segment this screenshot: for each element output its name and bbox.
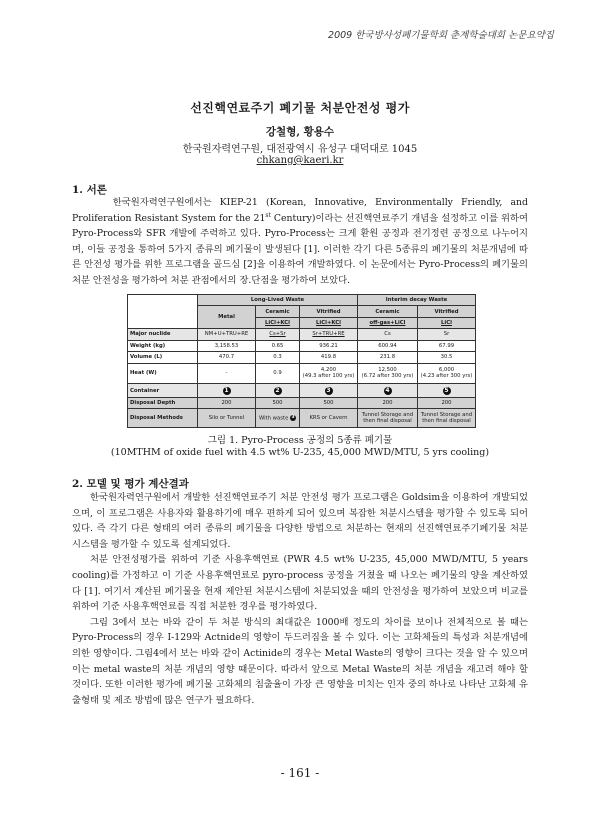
sub-vitrified-interim: LiCl — [418, 317, 476, 328]
table-cell — [256, 384, 300, 398]
table-cell: 470.7 — [198, 352, 256, 363]
figure-caption: 그림 1. Pyro-Process 공정의 5종류 폐기물 — [207, 435, 393, 446]
section-2-paragraph-1: 한국원자력연구원에서 개발한 선진핵연료주기 처분 안전성 평가 프로그램은 Goldsim을 이용하여 개발되었으며, 이 프로그램은 사용자와 활용하기에 매우 편하게 되어 있으며 복잡한 처분시스템을 평가할 수 있도록 되어 있다. 즉 각기 다른 형태의 여러 종류의 폐기물을 다양한 방법으로 처분하는 현재의 선진핵연료주기폐기물 처분 시스템을 평가할 수 있도록 설계되었다. — [72, 492, 528, 550]
col-ceramic-interim: Ceramic — [358, 306, 418, 317]
table-row — [128, 409, 476, 428]
row-label: Disposal Methods — [128, 409, 198, 428]
row-label: Weight (kg) — [128, 340, 198, 351]
table-cell: 4,200 (49.3 after 100 yrs) — [300, 363, 358, 384]
table-cell: 936.21 — [300, 340, 358, 351]
table-cell: 200 — [198, 397, 256, 408]
table-cell: 67.99 — [418, 340, 476, 351]
table-cell: Silo or Tunnel — [198, 409, 256, 428]
table-cell: 419.8 — [300, 352, 358, 363]
table-cell: 200 — [358, 397, 418, 408]
table-cell: NM+U+TRU+RE — [198, 329, 256, 340]
group-interim: Interim decay Waste — [358, 295, 476, 306]
group-long-lived: Long-Lived Waste — [198, 295, 358, 306]
row-label: Major nuclide — [128, 329, 198, 340]
paper-title: 선진핵연료주기 폐기물 처분안전성 평가 — [190, 101, 410, 115]
table-cell: 3,158.53 — [198, 340, 256, 351]
figure-caption-sub: (10MTHM of oxide fuel with 4.5 wt% U-235, 45,000 MWD/MTU, 5 yrs cooling) — [110, 447, 490, 458]
table-cell: 6,000 (4.23 after 300 yrs) — [418, 363, 476, 384]
table-cell: Tunnel Storage and then final disposal — [358, 409, 418, 428]
row-label: Volume (L) — [128, 352, 198, 363]
col-ceramic-long: Ceramic — [256, 306, 300, 317]
table-cell: KRS or Cavern — [300, 409, 358, 428]
table-cell: 12,500 (6.72 after 300 yrs) — [358, 363, 418, 384]
table-row — [128, 295, 476, 306]
proceedings-header: 2009 한국방사성폐기물학회 춘계학술대회 논문요약집 — [328, 30, 554, 41]
table-cell: Sr — [418, 329, 476, 340]
table-cell: 30.5 — [418, 352, 476, 363]
table-row — [128, 329, 476, 340]
table-cell: 500 — [300, 397, 358, 408]
section-1-body — [72, 195, 528, 289]
row-label: Disposal Depth — [128, 397, 198, 408]
waste-table — [127, 294, 476, 428]
table-cell: 200 — [418, 397, 476, 408]
sub-ceramic-interim: off-gas+LiCl — [358, 317, 418, 328]
section-1-text-b: Century)이라는 선진핵연료주기 개념을 설정하고 이를 위하여 Pyro-Process와 SFR 개발에 주력하고 있다. Pyro-Process는 크게 환원 공정과 전기정련 공정으로 나누어지며, 이들 공정을 통하여 5가지 종류의 폐기물이 발생된다 [1]. 이러한 각기 다른 5종류의 폐기물의 처분개념에 따른 안전성 평가를 위한 프로그램을 골드심 [2]을 이용하여 개발하였다. 이 논문에서는 Pyro-Process의 폐기물의 처분 안전성을 평가하여 처분 관점에서의 장.단점을 평가하여 보았다. — [72, 212, 528, 286]
ordinal-suffix: st — [265, 211, 271, 219]
container-2-icon: 2 — [275, 386, 280, 394]
container-5-icon: 5 — [444, 386, 449, 394]
table-row — [128, 352, 476, 363]
sub-ceramic-long: LiCl+KCl — [256, 317, 300, 328]
table-cell: Sr+TRU+RE — [300, 329, 358, 340]
table-row — [128, 340, 476, 351]
table-row — [128, 397, 476, 408]
table-cell: - — [198, 363, 256, 384]
table-cell — [418, 384, 476, 398]
table-row — [128, 384, 476, 398]
table-cell: Tunnel Storage and then final disposal — [418, 409, 476, 428]
col-metal: Metal — [198, 306, 256, 329]
paper-affiliation: 한국원자력연구원, 대전광역시 유성구 대덕대로 1045 — [182, 144, 418, 155]
table-cell: 0.9 — [256, 363, 300, 384]
col-vitrified-interim: Vitrified — [418, 306, 476, 317]
table-cell: 600.94 — [358, 340, 418, 351]
table-cell: 231.8 — [358, 352, 418, 363]
row-label: Heat (W) — [128, 363, 198, 384]
table-cell — [358, 384, 418, 398]
table-corner — [128, 295, 198, 329]
container-4-icon: 4 — [385, 386, 390, 394]
row-label: Container — [128, 384, 198, 398]
table-cell — [300, 384, 358, 398]
container-1-icon: 1 — [224, 386, 229, 394]
table-cell: 500 — [256, 397, 300, 408]
section-2-paragraph-3: 그림 3에서 보는 바와 같이 두 처분 방식의 최대값은 1000배 정도의 차이를 보이나 전체적으로 볼 때는 Pyro-Process의 경우 I-129와 Actnide의 영향이 두드러짐을 볼 수 있다. 이는 고화체들의 특성과 처분개념에 의한 영향이다. 그림4에서 보는 바와 같이 Actinide의 경우는 Metal Waste의 영향이 크다는 것을 알 수 있으며 이는 metal waste의 처분 개념의 영향 때문이다. 따라서 앞으로 Metal Waste의 처분 개념을 재고려 해야 할 것이다. 또한 이러한 평가에 폐기물 고화체의 침출율이 가장 큰 영향을 미치는 인자 중의 하나로 나타난 고화체 유출형태 및 제조 방법에 많은 연구가 필요하다. — [72, 616, 528, 706]
table-cell: 0.3 — [256, 352, 300, 363]
table-row — [128, 363, 476, 384]
table-cell: With waste 3 — [256, 409, 300, 428]
table-cell: 0.65 — [256, 340, 300, 351]
table-cell: Cs+Sr — [256, 329, 300, 340]
table-cell: Cs — [358, 329, 418, 340]
page-number: - 161 - — [280, 766, 320, 780]
container-3-icon: 3 — [326, 386, 331, 394]
sub-vitrified-long: LiCl+KCl — [300, 317, 358, 328]
author-email[interactable]: chkang@kaeri.kr — [256, 155, 344, 166]
table-cell — [198, 384, 256, 398]
section-1-heading: 1. 서론 — [72, 184, 107, 196]
section-2-heading: 2. 모델 및 평가 계산결과 — [72, 478, 189, 490]
waste-table-figure — [127, 294, 475, 428]
paper-authors: 강철형, 황용수 — [265, 126, 335, 138]
col-vitrified-long: Vitrified — [300, 306, 358, 317]
section-2-body — [72, 490, 528, 708]
section-1-text-a: 한국원자력연구원에서는 KIEP-21 (Korean, Innovative, Environmentally Friendly, and Proliferation Resistant System for the 21 — [72, 197, 528, 224]
container-3-marker-icon: 3 — [291, 414, 295, 420]
section-2-paragraph-2: 처분 안전성평가를 위하여 기준 사용후핵연료 (PWR 4.5 wt% U-235, 45,000 MWD/MTU, 5 years cooling)를 가정하고 이 기준 사용후핵연료로 pyro-process 공정을 거쳤을 때 나오는 폐기물의 양을 계산하였다 [1]. 여기서 계산된 폐기물을 현재 제안된 처분시스템에 처분되었을 때의 안전성을 평가하여 보았으며 비교를 위하여 기준 사용후핵연료를 직접 처분한 경우를 평가하였다. — [72, 554, 528, 613]
